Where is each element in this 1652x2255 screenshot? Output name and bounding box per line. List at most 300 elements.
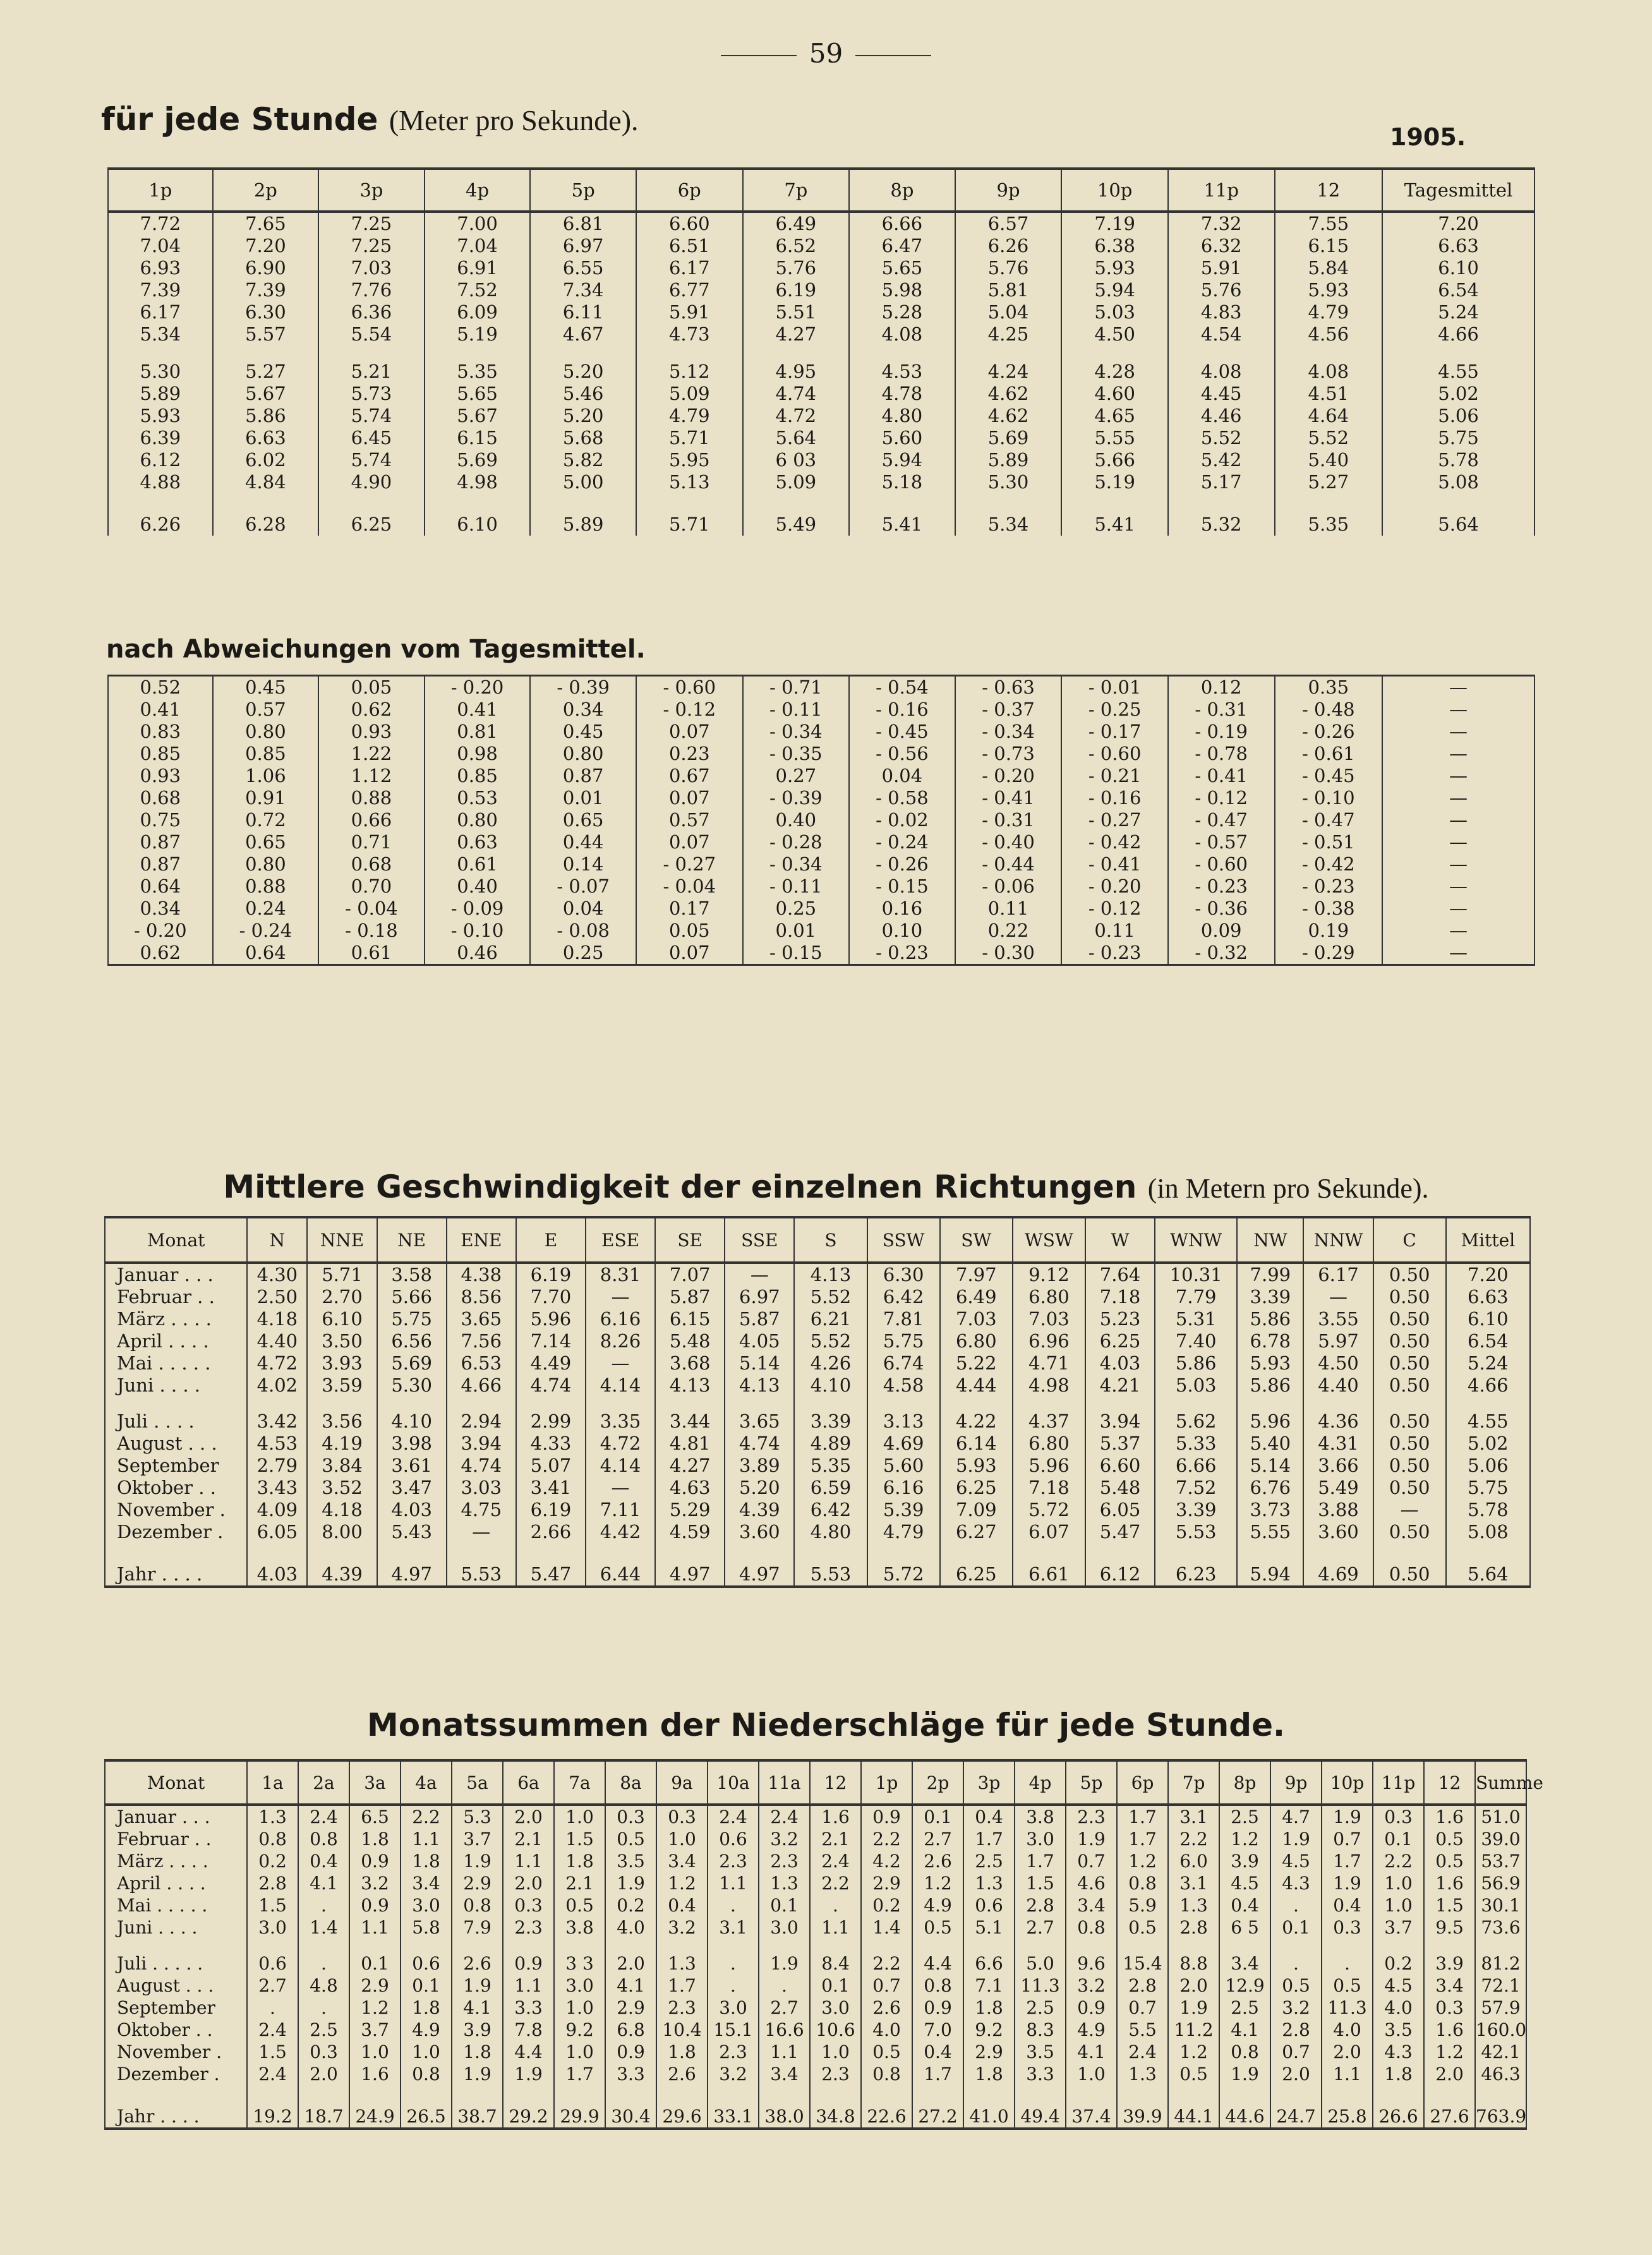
- direction-spacer-cell: [516, 1543, 586, 1557]
- direction-spacer-cell: [1155, 1543, 1237, 1557]
- direction-row: [105, 1286, 1530, 1308]
- precipitation-cell: 0.7: [1322, 1828, 1373, 1850]
- direction-cell: 7.64: [1085, 1263, 1155, 1286]
- direction-speed-table: [104, 1216, 1531, 1588]
- direction-spacer-cell: [867, 1543, 940, 1557]
- section1-title-text: für jede Stunde: [101, 101, 378, 138]
- direction-spacer-row: [105, 1543, 1530, 1557]
- deviation-cell: 0.23: [636, 743, 743, 765]
- precipitation-cell: 4.4: [503, 2041, 554, 2063]
- deviation-cell: 0.46: [425, 942, 531, 965]
- hourly-spacer-cell: [1168, 493, 1275, 508]
- deviation-cell: —: [1382, 942, 1534, 965]
- precipitation-cell: .: [1270, 1952, 1322, 1975]
- hourly-cell: 5.75: [1382, 427, 1534, 449]
- deviation-cell: - 0.10: [1275, 787, 1383, 809]
- precipitation-cell: 1.9: [452, 2063, 503, 2085]
- hourly-cell: 4.28: [1061, 361, 1168, 383]
- precipitation-cell: 2.0: [1424, 2063, 1475, 2085]
- deviation-cell: —: [1382, 676, 1534, 699]
- deviation-cell: - 0.51: [1275, 831, 1383, 853]
- deviation-cell: - 0.47: [1168, 809, 1275, 831]
- precipitation-cell: 4.7: [1270, 1805, 1322, 1828]
- hourly-cell: 5.00: [530, 471, 636, 493]
- precipitation-cell: 0.5: [605, 1828, 656, 1850]
- direction-cell: 6.19: [516, 1499, 586, 1521]
- precipitation-cell: 2.9: [349, 1975, 401, 1997]
- precipitation-cell: 3.0: [554, 1975, 605, 1997]
- deviation-cell: - 0.37: [955, 699, 1062, 721]
- hourly-cell: 4.25: [955, 323, 1062, 346]
- precipitation-cell: 1.0: [401, 2041, 452, 2063]
- precipitation-cell: 11.3: [1015, 1975, 1066, 1997]
- direction-cell: 7.99: [1237, 1263, 1303, 1286]
- precipitation-cell: .: [1270, 1894, 1322, 1916]
- deviation-cell: —: [1382, 831, 1534, 853]
- precipitation-cell: 1.2: [1168, 2041, 1219, 2063]
- hourly-cell: 4.08: [1275, 361, 1383, 383]
- direction-cell: 8.56: [447, 1286, 516, 1308]
- deviation-row: [108, 853, 1534, 875]
- hourly-spacer-cell: [1275, 346, 1383, 361]
- direction-cell: 7.52: [1155, 1477, 1237, 1499]
- direction-cell: 3.98: [377, 1433, 447, 1455]
- precipitation-cell: Februar . .: [105, 1828, 247, 1850]
- hourly-cell: 4.08: [1168, 361, 1275, 383]
- deviation-cell: - 0.01: [1061, 676, 1168, 699]
- hourly-cell: 5.93: [1061, 257, 1168, 279]
- deviation-cell: - 0.07: [530, 875, 636, 898]
- direction-header-cell: W: [1085, 1217, 1155, 1263]
- precipitation-cell: 0.3: [1322, 1916, 1373, 1939]
- direction-cell: September: [105, 1455, 247, 1477]
- hourly-cell: 6.38: [1061, 235, 1168, 257]
- precipitation-cell: 2.0: [1322, 2041, 1373, 2063]
- deviation-cell: 0.04: [849, 765, 955, 787]
- direction-row: [105, 1263, 1530, 1286]
- precipitation-cell: 1.8: [554, 1850, 605, 1872]
- precipitation-cell: .: [810, 1894, 861, 1916]
- deviation-cell: - 0.57: [1168, 831, 1275, 853]
- hourly-cell: 5.41: [849, 508, 955, 536]
- deviation-cell: 0.57: [636, 809, 743, 831]
- hourly-header-cell: 5p: [530, 169, 636, 212]
- hourly-cell: 6.36: [318, 301, 425, 323]
- deviation-cell: - 0.58: [849, 787, 955, 809]
- direction-cell: —: [586, 1352, 655, 1374]
- hourly-cell: 6.51: [636, 235, 743, 257]
- precipitation-spacer-cell: [1066, 1939, 1117, 1952]
- hourly-cell: 5.91: [1168, 257, 1275, 279]
- hourly-cell: 5.52: [1168, 427, 1275, 449]
- deviation-cell: 0.09: [1168, 920, 1275, 942]
- deviation-cell: 0.68: [318, 853, 425, 875]
- deviation-cell: - 0.60: [1061, 743, 1168, 765]
- hourly-cell: 5.49: [743, 508, 850, 536]
- hourly-cell: 6.54: [1382, 279, 1534, 301]
- direction-cell: Jahr . . . .: [105, 1557, 247, 1587]
- hourly-cell: 6.10: [1382, 257, 1534, 279]
- precipitation-spacer-cell: [656, 2085, 708, 2099]
- direction-cell: 5.48: [655, 1330, 725, 1352]
- direction-cell: 4.14: [586, 1374, 655, 1397]
- precipitation-cell: 2.6: [861, 1997, 912, 2019]
- hourly-cell: 5.93: [108, 405, 213, 427]
- deviation-cell: 0.75: [108, 809, 213, 831]
- deviation-cell: - 0.11: [743, 875, 850, 898]
- hourly-cell: 7.76: [318, 279, 425, 301]
- precipitation-spacer-row: [105, 2085, 1526, 2099]
- precipitation-cell: 1.5: [1015, 1872, 1066, 1894]
- precipitation-cell: 1.2: [656, 1872, 708, 1894]
- precipitation-cell: 1.9: [503, 2063, 554, 2085]
- precipitation-spacer-cell: [1117, 2085, 1168, 2099]
- precipitation-cell: 0.5: [1424, 1850, 1475, 1872]
- precipitation-spacer-cell: [1015, 2085, 1066, 2099]
- precipitation-row: [105, 1805, 1526, 1828]
- direction-cell: 3.39: [1155, 1499, 1237, 1521]
- direction-cell: 5.72: [1013, 1499, 1085, 1521]
- direction-cell: 4.59: [655, 1521, 725, 1543]
- precipitation-row: [105, 1997, 1526, 2019]
- precipitation-spacer-cell: [1168, 1939, 1219, 1952]
- deviation-cell: 0.07: [636, 831, 743, 853]
- precipitation-spacer-cell: [554, 2085, 605, 2099]
- direction-cell: 3.42: [247, 1410, 307, 1433]
- deviation-cell: - 0.11: [743, 699, 850, 721]
- direction-header-cell: SW: [940, 1217, 1013, 1263]
- hourly-cell: 4.50: [1061, 323, 1168, 346]
- deviation-cell: 0.87: [530, 765, 636, 787]
- direction-cell: 4.14: [586, 1455, 655, 1477]
- direction-spacer-cell: [1237, 1397, 1303, 1410]
- direction-header-cell: Monat: [105, 1217, 247, 1263]
- precipitation-cell: 1.8: [656, 2041, 708, 2063]
- deviation-cell: 0.87: [108, 831, 213, 853]
- precipitation-cell: 2.2: [861, 1952, 912, 1975]
- precipitation-cell: 3.4: [759, 2063, 810, 2085]
- deviation-cell: - 0.39: [530, 676, 636, 699]
- direction-cell: 3.47: [377, 1477, 447, 1499]
- hourly-cell: 5.21: [318, 361, 425, 383]
- hourly-cell: 5.69: [955, 427, 1062, 449]
- direction-cell: 5.86: [1237, 1308, 1303, 1330]
- hourly-cell: 5.67: [425, 405, 531, 427]
- deviation-cell: 0.16: [849, 898, 955, 920]
- precipitation-header-cell: 1p: [861, 1760, 912, 1805]
- precipitation-spacer-cell: [105, 2085, 247, 2099]
- precipitation-cell: 2.4: [247, 2019, 298, 2041]
- deviation-cell: 0.40: [743, 809, 850, 831]
- direction-cell: 5.40: [1237, 1433, 1303, 1455]
- deviation-table: [107, 675, 1535, 966]
- direction-cell: 5.55: [1237, 1521, 1303, 1543]
- precipitation-cell: 2.3: [708, 1850, 759, 1872]
- precipitation-cell: 0.8: [1066, 1916, 1117, 1939]
- direction-cell: 5.22: [940, 1352, 1013, 1374]
- hourly-cell: 6.52: [743, 235, 850, 257]
- precipitation-cell: 25.8: [1322, 2099, 1373, 2129]
- precipitation-cell: 3.2: [1066, 1975, 1117, 1997]
- deviation-cell: - 0.26: [849, 853, 955, 875]
- direction-cell: 5.96: [516, 1308, 586, 1330]
- precipitation-cell: 1.1: [349, 1916, 401, 1939]
- direction-cell: August . . .: [105, 1433, 247, 1455]
- hourly-row: [108, 257, 1534, 279]
- precipitation-cell: 30.4: [605, 2099, 656, 2129]
- direction-cell: 6.25: [940, 1557, 1013, 1587]
- precipitation-cell: 0.9: [349, 1850, 401, 1872]
- direction-spacer-cell: [1303, 1397, 1373, 1410]
- precipitation-spacer-cell: [1322, 1939, 1373, 1952]
- deviation-cell: 0.65: [530, 809, 636, 831]
- direction-cell: 5.60: [867, 1455, 940, 1477]
- hourly-cell: 5.52: [1275, 427, 1383, 449]
- direction-cell: 5.64: [1446, 1557, 1530, 1587]
- direction-cell: 4.39: [307, 1557, 377, 1587]
- direction-cell: 6.78: [1237, 1330, 1303, 1352]
- direction-cell: 3.88: [1303, 1499, 1373, 1521]
- hourly-row: [108, 301, 1534, 323]
- precipitation-cell: 2.9: [605, 1997, 656, 2019]
- hourly-header-cell: 11p: [1168, 169, 1275, 212]
- direction-header-cell: ESE: [586, 1217, 655, 1263]
- hourly-cell: 4.55: [1382, 361, 1534, 383]
- hourly-cell: 5.64: [1382, 508, 1534, 536]
- hourly-cell: 4.80: [849, 405, 955, 427]
- deviation-cell: 0.81: [425, 721, 531, 743]
- precipitation-cell: 56.9: [1475, 1872, 1526, 1894]
- deviation-cell: 0.10: [849, 920, 955, 942]
- direction-cell: 6.16: [867, 1477, 940, 1499]
- deviation-cell: 0.11: [1061, 920, 1168, 942]
- precipitation-cell: 26.6: [1373, 2099, 1424, 2129]
- hourly-cell: 7.20: [1382, 212, 1534, 235]
- direction-cell: 3.60: [1303, 1521, 1373, 1543]
- precipitation-cell: 1.7: [1117, 1828, 1168, 1850]
- hourly-cell: 6.32: [1168, 235, 1275, 257]
- deviation-cell: - 0.04: [636, 875, 743, 898]
- hourly-cell: 6.47: [849, 235, 955, 257]
- hourly-spacer-cell: [636, 493, 743, 508]
- hourly-cell: 5.81: [955, 279, 1062, 301]
- deviation-cell: - 0.21: [1061, 765, 1168, 787]
- hourly-cell: 6.19: [743, 279, 850, 301]
- direction-row: [105, 1499, 1530, 1521]
- precipitation-spacer-cell: [861, 1939, 912, 1952]
- precipitation-cell: 2.2: [401, 1805, 452, 1828]
- direction-cell: 4.27: [655, 1455, 725, 1477]
- precipitation-cell: 16.6: [759, 2019, 810, 2041]
- direction-spacer-cell: [725, 1397, 794, 1410]
- deviation-cell: - 0.73: [955, 743, 1062, 765]
- deviation-cell: - 0.09: [425, 898, 531, 920]
- hourly-cell: 5.13: [636, 471, 743, 493]
- hourly-cell: 5.54: [318, 323, 425, 346]
- precipitation-cell: 0.6: [247, 1952, 298, 1975]
- precipitation-cell: 3.3: [605, 2063, 656, 2085]
- precipitation-spacer-cell: [963, 2085, 1015, 2099]
- direction-cell: 4.49: [516, 1352, 586, 1374]
- precipitation-cell: 0.8: [912, 1975, 963, 1997]
- deviation-cell: 0.70: [318, 875, 425, 898]
- direction-cell: 4.74: [516, 1374, 586, 1397]
- deviation-cell: - 0.31: [955, 809, 1062, 831]
- direction-cell: 5.33: [1155, 1433, 1237, 1455]
- direction-cell: 6.27: [940, 1521, 1013, 1543]
- hourly-spacer-cell: [1168, 346, 1275, 361]
- hourly-cell: 5.18: [849, 471, 955, 493]
- deviation-cell: - 0.61: [1275, 743, 1383, 765]
- direction-cell: 5.52: [794, 1286, 867, 1308]
- deviation-cell: 0.12: [1168, 676, 1275, 699]
- precipitation-spacer-cell: [1219, 2085, 1270, 2099]
- precipitation-cell: 4.4: [912, 1952, 963, 1975]
- precipitation-cell: 1.8: [401, 1850, 452, 1872]
- hourly-row: [108, 471, 1534, 493]
- hourly-row: [108, 405, 1534, 427]
- hourly-cell: 5.68: [530, 427, 636, 449]
- precipitation-cell: 1.3: [1117, 2063, 1168, 2085]
- hourly-spacer-cell: [636, 346, 743, 361]
- direction-cell: 5.53: [447, 1557, 516, 1587]
- hourly-cell: 7.19: [1061, 212, 1168, 235]
- hourly-cell: 4.54: [1168, 323, 1275, 346]
- precipitation-spacer-cell: [759, 1939, 810, 1952]
- hourly-cell: 5.09: [743, 471, 850, 493]
- hourly-cell: 6.81: [530, 212, 636, 235]
- hourly-header-cell: 3p: [318, 169, 425, 212]
- precipitation-cell: 3.2: [656, 1916, 708, 1939]
- precipitation-cell: 1.9: [1270, 1828, 1322, 1850]
- hourly-spacer-cell: [530, 493, 636, 508]
- hourly-cell: 7.72: [108, 212, 213, 235]
- hourly-cell: 6.93: [108, 257, 213, 279]
- direction-cell: 6.42: [867, 1286, 940, 1308]
- direction-cell: 6.63: [1446, 1286, 1530, 1308]
- precipitation-spacer-cell: [401, 1939, 452, 1952]
- hourly-cell: 6.17: [636, 257, 743, 279]
- precipitation-cell: 1.5: [1424, 1894, 1475, 1916]
- hourly-cell: 5.89: [108, 383, 213, 405]
- deviation-cell: - 0.36: [1168, 898, 1275, 920]
- direction-cell: 6.05: [1085, 1499, 1155, 1521]
- precipitation-cell: 1.8: [401, 1997, 452, 2019]
- direction-header-cell: SE: [655, 1217, 725, 1263]
- precipitation-spacer-cell: [1373, 1939, 1424, 1952]
- deviation-cell: - 0.12: [1168, 787, 1275, 809]
- precipitation-spacer-cell: [503, 1939, 554, 1952]
- deviation-cell: —: [1382, 853, 1534, 875]
- precipitation-spacer-cell: [1424, 1939, 1475, 1952]
- direction-cell: 6.54: [1446, 1330, 1530, 1352]
- deviation-cell: —: [1382, 809, 1534, 831]
- hourly-cell: 4.78: [849, 383, 955, 405]
- precipitation-cell: 1.1: [503, 1975, 554, 1997]
- direction-cell: 3.94: [447, 1433, 516, 1455]
- direction-cell: 3.50: [307, 1330, 377, 1352]
- direction-cell: 4.44: [940, 1374, 1013, 1397]
- section3-title-paren: (in Metern pro Sekunde).: [1147, 1173, 1429, 1204]
- precipitation-cell: 3.3: [1015, 2063, 1066, 2085]
- direction-cell: 0.50: [1373, 1352, 1446, 1374]
- hourly-cell: 5.57: [213, 323, 319, 346]
- precipitation-cell: 0.1: [1373, 1828, 1424, 1850]
- direction-cell: 6.30: [867, 1263, 940, 1286]
- direction-cell: 4.58: [867, 1374, 940, 1397]
- precipitation-cell: 0.5: [1117, 1916, 1168, 1939]
- precipitation-cell: 0.8: [861, 2063, 912, 2085]
- direction-cell: 4.38: [447, 1263, 516, 1286]
- direction-cell: 6.49: [940, 1286, 1013, 1308]
- precipitation-cell: 0.8: [247, 1828, 298, 1850]
- precipitation-cell: 5.9: [1117, 1894, 1168, 1916]
- hourly-spacer-cell: [955, 493, 1062, 508]
- precipitation-cell: 57.9: [1475, 1997, 1526, 2019]
- precipitation-cell: 3.2: [349, 1872, 401, 1894]
- direction-spacer-cell: [940, 1397, 1013, 1410]
- direction-cell: 0.50: [1373, 1263, 1446, 1286]
- precipitation-cell: 7.9: [452, 1916, 503, 1939]
- hourly-header-cell: 7p: [743, 169, 850, 212]
- precipitation-cell: 0.4: [298, 1850, 349, 1872]
- precipitation-spacer-cell: [861, 2085, 912, 2099]
- direction-cell: 5.20: [725, 1477, 794, 1499]
- precipitation-cell: 8.3: [1015, 2019, 1066, 2041]
- direction-cell: 6.44: [586, 1557, 655, 1587]
- direction-cell: 5.49: [1303, 1477, 1373, 1499]
- direction-spacer-cell: [586, 1397, 655, 1410]
- precipitation-cell: 2.5: [298, 2019, 349, 2041]
- direction-cell: 5.39: [867, 1499, 940, 1521]
- hourly-cell: 5.46: [530, 383, 636, 405]
- precipitation-cell: 3.8: [1015, 1805, 1066, 1828]
- precipitation-cell: 160.0: [1476, 2019, 1527, 2040]
- precipitation-cell: 0.4: [1322, 1894, 1373, 1916]
- precipitation-cell: 4.8: [298, 1975, 349, 1997]
- precipitation-cell: 38.0: [759, 2099, 810, 2129]
- direction-cell: 7.09: [940, 1499, 1013, 1521]
- precipitation-spacer-cell: [1015, 1939, 1066, 1952]
- hourly-spacer-cell: [213, 493, 319, 508]
- precipitation-cell: 2.5: [1219, 1805, 1270, 1828]
- precipitation-spacer-cell: [1066, 2085, 1117, 2099]
- precipitation-spacer-cell: [963, 1939, 1015, 1952]
- direction-cell: 3.60: [725, 1521, 794, 1543]
- hourly-cell: 4.64: [1275, 405, 1383, 427]
- precipitation-cell: 6.5: [349, 1805, 401, 1828]
- precipitation-cell: 1.7: [1117, 1805, 1168, 1828]
- right-rule: [855, 55, 931, 56]
- hourly-cell: 6.26: [955, 235, 1062, 257]
- precipitation-spacer-cell: [247, 1939, 298, 1952]
- precipitation-cell: 2.3: [1066, 1805, 1117, 1828]
- direction-cell: 5.06: [1446, 1455, 1530, 1477]
- hourly-cell: 4.62: [955, 383, 1062, 405]
- direction-cell: 4.19: [307, 1433, 377, 1455]
- precipitation-cell: 2.3: [656, 1997, 708, 2019]
- precipitation-header-cell: 6p: [1117, 1760, 1168, 1805]
- deviation-cell: 0.68: [108, 787, 213, 809]
- deviation-row: [108, 676, 1534, 699]
- direction-header-cell: S: [794, 1217, 867, 1263]
- precipitation-cell: 3.4: [656, 1850, 708, 1872]
- precipitation-cell: 1.7: [912, 2063, 963, 2085]
- direction-cell: 9.12: [1013, 1263, 1085, 1286]
- deviation-cell: 0.62: [318, 699, 425, 721]
- precipitation-cell: 27.2: [912, 2099, 963, 2129]
- direction-cell: April . . . .: [105, 1330, 247, 1352]
